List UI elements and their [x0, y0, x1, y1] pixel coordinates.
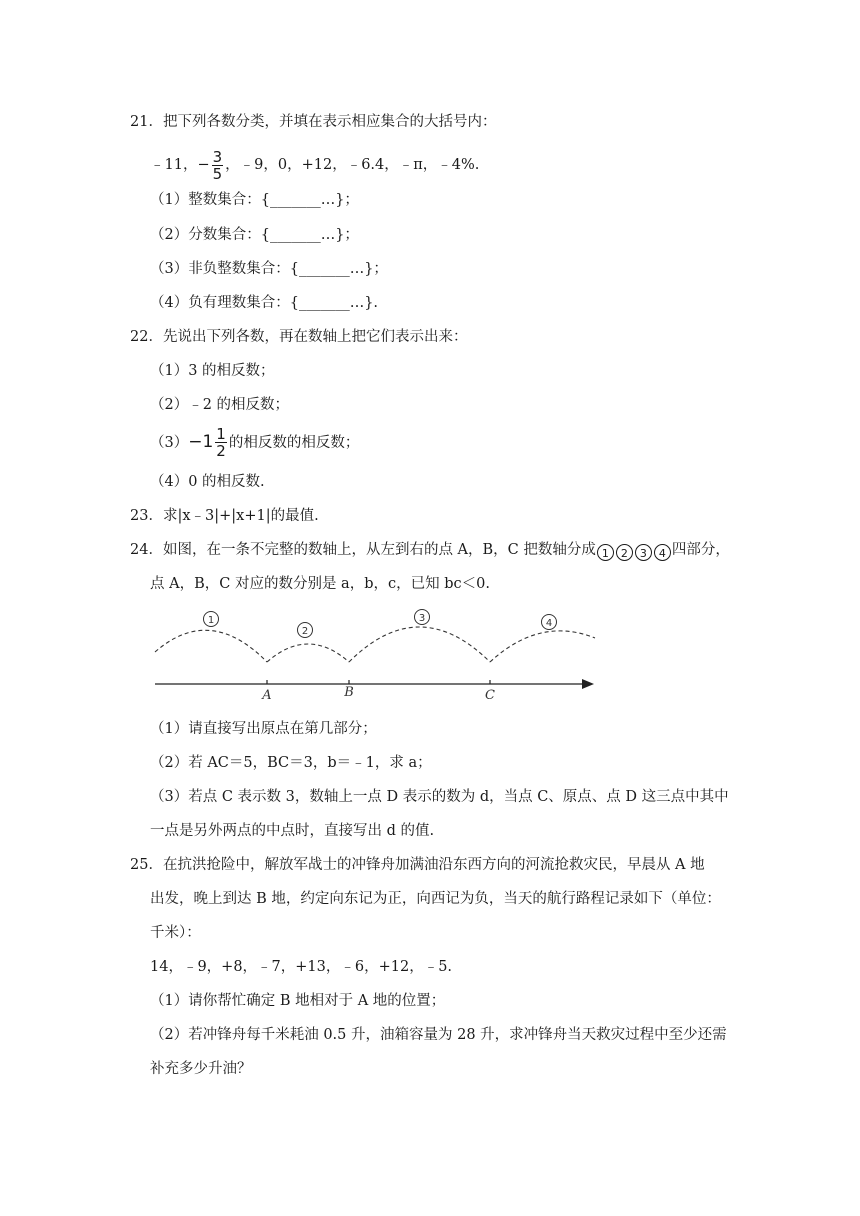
q24-line-2: 点 A，B，C 对应的数分别是 a，b，c，已知 bc＜0. [150, 576, 490, 592]
q25-line-2: 出发，晚上到达 B 地，约定向东记为正，向西记为负，当天的航行路程记录如下（单位： [150, 891, 721, 907]
q21-item-3: （3）非负整数集合：{_______…}； [150, 261, 388, 277]
q22-item3-text: 的相反数的相反数； [228, 435, 360, 451]
q25-line-3: 千米）： [150, 925, 201, 941]
q23-text: 23．求|x﹣3|+|x+1|的最值. [130, 508, 319, 524]
q22-stem: 22．先说出下列各数，再在数轴上把它们表示出来： [130, 329, 468, 345]
q24-sub-3-line-2: 一点是另外两点的中点时，直接写出 d 的值. [150, 823, 435, 839]
q25-sub-2-line-2: 补充多少升油？ [150, 1061, 252, 1077]
point-label-a: A [262, 688, 272, 702]
q21-frac-num: 3 [212, 147, 223, 166]
q22-mixed-whole: −1 [188, 432, 214, 452]
q24-circle-1: 1 [597, 544, 614, 561]
region-marker-1 [204, 612, 219, 627]
region-marker-4 [542, 615, 557, 630]
q22-mixed-den: 2 [216, 441, 226, 460]
q24-line1-post: 四部分， [671, 542, 730, 558]
q25-sub-2-line-1: （2）若冲锋舟每千米耗油 0.5 升，油箱容量为 28 升，求冲锋舟当天救灾过程中至少还需 [150, 1027, 727, 1043]
axis-arrow [582, 679, 594, 689]
q21-list-pre: ﹣11， [150, 157, 198, 173]
q22-mixed-fraction [215, 426, 227, 459]
q24-line-1 [130, 540, 730, 561]
q21-number-list [150, 148, 479, 182]
region-marker-3 [415, 610, 430, 625]
q24-sub-2: （2）若 AC＝5，BC＝3，b＝﹣1，求 a； [150, 755, 432, 771]
q22-mixed-num: 1 [216, 424, 226, 443]
region-label-3: 3 [418, 613, 426, 624]
q24-circle-4: 4 [654, 544, 671, 561]
q24-circle-2: 2 [616, 544, 633, 561]
region-label-2: 2 [301, 626, 309, 637]
region-arc-4 [490, 631, 595, 662]
q21-frac-sign: − [197, 157, 210, 173]
q21-frac-den: 5 [212, 164, 223, 183]
q24-circle-3: 3 [635, 544, 652, 561]
q21-item-4: （4）负有理数集合：{_______…}. [150, 295, 379, 311]
q24-sub-1: （1）请直接写出原点在第几部分； [150, 721, 377, 737]
region-arc-1 [155, 630, 267, 662]
region-arc-2 [267, 644, 349, 662]
q25-line-1: 25．在抗洪抢险中，解放军战士的冲锋舟加满油沿东西方向的河流抢救灾民，早晨从 A 地 [130, 857, 705, 873]
q21-item-1: （1）整数集合：{_______…}； [150, 192, 359, 208]
region-marker-2 [298, 623, 313, 638]
q22-item3-label: （3） [150, 435, 189, 451]
q22-item-1: （1）3 的相反数； [150, 363, 275, 379]
q21-item-2: （2）分数集合：{_______…}； [150, 227, 359, 243]
q21-fraction [212, 149, 224, 182]
q25-sub-1: （1）请你帮忙确定 B 地相对于 A 地的位置； [150, 993, 446, 1009]
number-line-diagram [150, 602, 610, 702]
point-label-b: B [344, 685, 354, 700]
q24-sub-3-line-1: （3）若点 C 表示数 3，数轴上一点 D 表示的数为 d，当点 C、原点、点 D 这三点中其中 [150, 789, 729, 805]
q22-item-2: （2）﹣2 的相反数； [150, 397, 290, 413]
q25-data: 14，﹣9，+8，﹣7，+13，﹣6，+12，﹣5. [150, 959, 453, 975]
q22-item-3 [150, 424, 359, 461]
q24-line1-pre: 24．如图，在一条不完整的数轴上，从左到右的点 A，B，C 把数轴分成 [130, 542, 596, 558]
point-label-c: C [485, 688, 495, 702]
region-label-1: 1 [207, 615, 215, 626]
q22-mixed-number [188, 424, 229, 460]
region-arc-3 [349, 627, 490, 662]
q21-list-post: ，﹣9，0，+12，﹣6.4，﹣π，﹣4%. [225, 157, 480, 173]
q22-item-4: （4）0 的相反数. [150, 474, 265, 490]
region-label-4: 4 [545, 618, 553, 629]
q21-stem: 21．把下列各数分类，并填在表示相应集合的大括号内： [130, 114, 497, 130]
